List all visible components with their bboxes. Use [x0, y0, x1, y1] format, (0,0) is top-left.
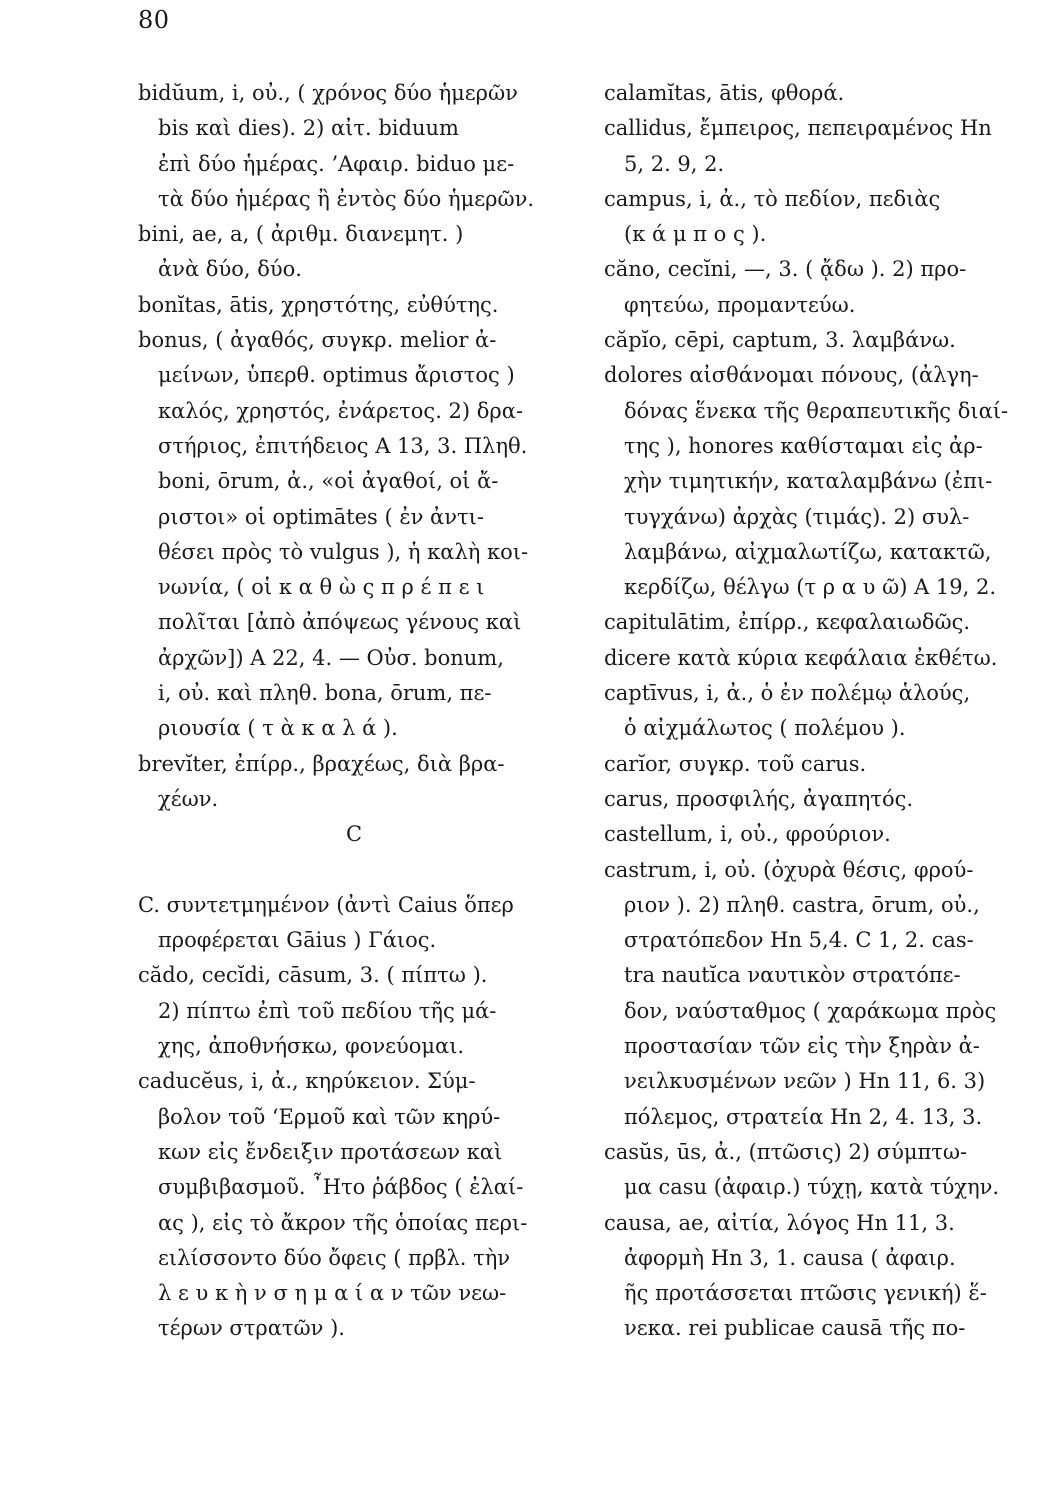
- text-line: προφέρεται Gāius ) Γάιος.: [158, 928, 437, 953]
- right-column: [604, 76, 1044, 1347]
- text-line: 5, 2. 9, 2.: [624, 151, 725, 176]
- text-line: brevĭter, ἐπίρρ., βραχέως, διὰ βρα-: [138, 751, 505, 776]
- text-line: calamĭtas, ātis, φθορά.: [604, 81, 845, 105]
- text-line: ριουσία ( τ ὰ κ α λ ά ).: [158, 716, 398, 741]
- text-line: casŭs, ūs, ἀ., (πτῶσις) 2) σύμπτω-: [604, 1139, 968, 1164]
- blank-line: [138, 853, 570, 888]
- text-line: i, οὐ. καὶ πληθ. bona, ōrum, πε-: [158, 681, 492, 706]
- text-line: bidŭum, i, οὐ., ( χρόνος δύο ἡμερῶν: [138, 81, 518, 105]
- text-line: ῆς προτάσσεται πτῶσις γενική) ἕ-: [624, 1281, 987, 1306]
- text-line: castrum, i, οὐ. (ὀχυρὰ θέσις, φρού-: [604, 857, 974, 882]
- text-line: λαμβάνω, αἰχμαλωτίζω, κατακτῶ,: [624, 539, 992, 564]
- text-line: της ), honores καθίσταμαι εἰς ἀρ-: [624, 433, 983, 458]
- text-line: δον, ναύσταθμος ( χαράκωμα πρὸς: [624, 998, 997, 1023]
- text-line: νεκα. rei publicae causā τῆς πο-: [624, 1316, 966, 1341]
- text-line: στήριος, ἐπιτήδειος A 13, 3. Πληθ.: [158, 433, 528, 458]
- text-line: πόλεμος, στρατεία Hn 2, 4. 13, 3.: [624, 1104, 983, 1129]
- text-line: carus, προσφιλής, ἀγαπητός.: [604, 786, 914, 811]
- text-line: callidus, ἔμπειρος, πεπειραμένος Hn: [604, 116, 992, 141]
- text-line: carĭor, συγκρ. τοῦ carus.: [604, 751, 867, 776]
- text-line: ἀνὰ δύο, δύο.: [158, 257, 302, 282]
- left-column: [138, 76, 570, 1347]
- text-line: τυγχάνω) ἀρχὰς (τιμάς). 2) συλ-: [624, 504, 970, 529]
- text-line: λ ε υ κ ὴ ν σ η μ α ί α ν τῶν νεω-: [158, 1281, 507, 1306]
- text-line: 2) πίπτω ἐπὶ τοῦ πεδίου τῆς μά-: [158, 998, 497, 1023]
- text-line: tra nautĭca ναυτικὸν στρατόπε-: [624, 963, 961, 988]
- text-line: κων εἰς ἔνδειξιν προτάσεων καὶ: [158, 1139, 503, 1164]
- text-line: ἐπὶ δύο ἡμέρας. ’Αφαιρ. biduo με-: [158, 151, 515, 176]
- text-line: ριον ). 2) πληθ. castra, ōrum, οὐ.,: [624, 892, 980, 917]
- text-line: bonus, ( ἀγαθός, συγκρ. melior ἀ-: [138, 328, 497, 353]
- text-line: στρατόπεδον Hn 5,4. C 1, 2. cas-: [624, 928, 974, 953]
- text-line: capitulātim, ἐπίρρ., κεφαλαιωδῶς.: [604, 610, 971, 635]
- text-line: castellum, i, οὐ., φρούριον.: [604, 822, 891, 847]
- text-line: χης, ἀποθνήσκω, φονεύομαι.: [158, 1034, 465, 1059]
- text-line: campus, i, ἀ., τὸ πεδίον, πεδιὰς: [604, 186, 941, 211]
- text-line: πολῖται [ἀπὸ ἀπόψεως γένους καὶ: [158, 610, 522, 635]
- text-line: κερδίζω, θέλγω (τ ρ α υ ῶ) A 19, 2.: [624, 575, 997, 600]
- text-line: caducĕus, i, ἀ., κηρύκειον. Σύμ-: [138, 1069, 476, 1094]
- text-line: φητεύω, προμαντεύω.: [624, 292, 856, 317]
- text-line: ἀφορμὴ Hn 3, 1. causa ( ἀφαιρ.: [624, 1245, 956, 1270]
- text-line: (κ ά μ π ο ς ).: [624, 222, 767, 247]
- text-line: θέσει πρὸς τὸ vulgus ), ἡ καλὴ κοι-: [158, 539, 529, 564]
- text-line: τέρων στρατῶν ).: [158, 1316, 345, 1341]
- text-line: τὰ δύο ἡμέρας ἢ ἐντὸς δύο ἡμερῶν.: [158, 186, 535, 211]
- page-number: 80: [138, 6, 170, 34]
- text-line: căpĭo, cēpi, captum, 3. λαμβάνω.: [604, 328, 956, 353]
- text-line: cădo, cecĭdi, cāsum, 3. ( πίπτω ).: [138, 963, 488, 988]
- text-line: νωνία, ( οἱ κ α θ ὼ ς π ρ έ π ε ι: [158, 575, 485, 600]
- text-line: ὁ αἰχμάλωτος ( πολέμου ).: [624, 716, 906, 741]
- text-line: μείνων, ὑπερθ. optimus ἄριστος ): [158, 363, 515, 388]
- text-line: ριστοι» οἱ optimātes ( ἐν ἀντι-: [158, 504, 484, 529]
- text-line: ειλίσσοντο δύο ὄφεις ( πρβλ. τὴν: [158, 1245, 511, 1270]
- text-line: dolores αἰσθάνομαι πόνους, (ἀλγη-: [604, 363, 979, 388]
- section-letter-heading: C: [345, 822, 363, 847]
- text-line: boni, ōrum, ἀ., «οἱ ἀγαθοί, οἱ ἄ-: [158, 469, 499, 494]
- text-line: dicere κατὰ κύρια κεφάλαια ἐκθέτω.: [604, 645, 998, 670]
- text-line: νειλκυσμένων νεῶν ) Hn 11, 6. 3): [624, 1069, 986, 1094]
- text-line: βολον τοῦ ‘Ερμοῦ καὶ τῶν κηρύ-: [158, 1104, 501, 1129]
- text-line: bis καὶ dies). 2) αἰτ. biduum: [158, 116, 459, 141]
- text-line: causa, ae, αἰτία, λόγος Hn 11, 3.: [604, 1210, 955, 1235]
- text-line: δόνας ἕνεκα τῆς θεραπευτικῆς διαί-: [624, 398, 1009, 423]
- text-line: προστασίαν τῶν εἰς τὴν ξηρὰν ἀ-: [624, 1034, 980, 1059]
- text-line: ας ), εἰς τὸ ἄκρον τῆς ὁποίας περι-: [158, 1210, 528, 1235]
- text-line: μα casu (ἀφαιρ.) τύχῃ, κατὰ τύχην.: [624, 1175, 1000, 1200]
- text-line: captīvus, i, ἀ., ὁ ἐν πολέμῳ ἁλούς,: [604, 681, 971, 706]
- text-line: C. συντετμημένον (ἀντὶ Caius ὅπερ: [138, 892, 514, 917]
- text-line: χέων.: [158, 786, 219, 811]
- text-line: bini, ae, a, ( ἀριθμ. διανεμητ. ): [138, 222, 464, 247]
- text-line: χὴν τιμητικήν, καταλαμβάνω (ἐπι-: [624, 469, 993, 494]
- text-line: căno, cecĭni, —, 3. ( ᾄδω ). 2) προ-: [604, 257, 967, 282]
- text-line: bonĭtas, ātis, χρηστότης, εὐθύτης.: [138, 292, 499, 317]
- text-line: ἀρχῶν]) A 22, 4. — Οὐσ. bonum,: [158, 645, 504, 670]
- text-line: καλός, χρηστός, ἐνάρετος. 2) δρα-: [158, 398, 524, 423]
- text-line: συμβιβασμοῦ. ῏Ητο ῥάβδος ( ἐλαί-: [158, 1175, 524, 1200]
